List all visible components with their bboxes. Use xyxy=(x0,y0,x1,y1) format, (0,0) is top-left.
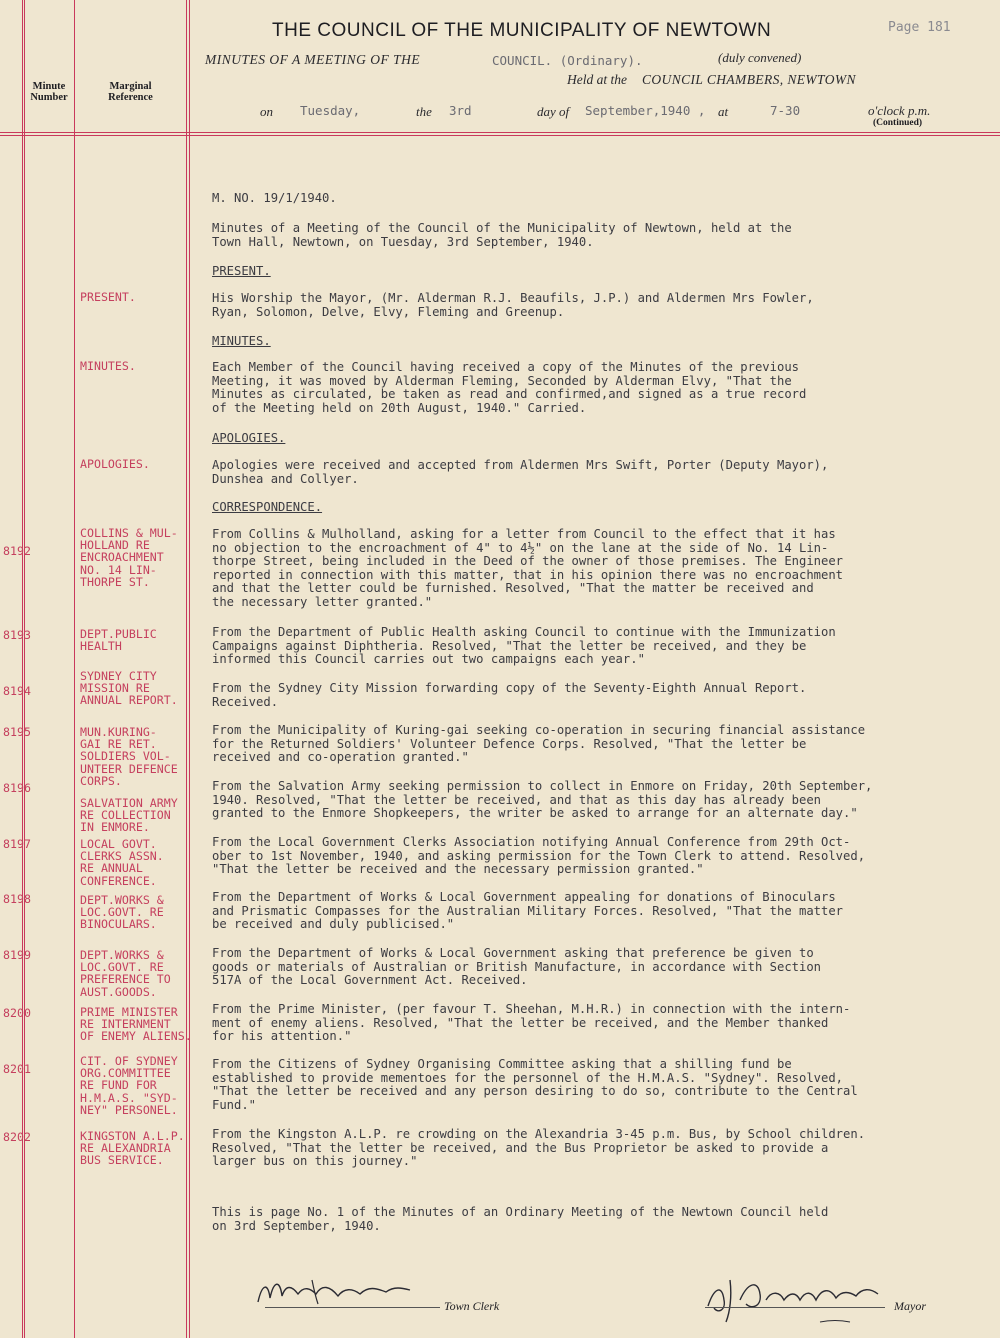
marginal-reference-column-header xyxy=(75,81,186,103)
minute-number-8197: 8197 xyxy=(3,837,31,851)
margin-ref-8202: KINGSTON A.L.P. RE ALEXANDRIA BUS SERVICE. xyxy=(80,1129,185,1168)
day-of-label: day of xyxy=(537,104,570,119)
minute-number-8199: 8199 xyxy=(3,948,31,962)
margin-ref-8193: DEPT.PUBLIC HEALTH xyxy=(80,627,157,654)
meeting-time: 7-30 xyxy=(770,103,801,118)
entry-8202-text: From the Kingston A.L.P. re crowding on the Alexandria 3-45 p.m. Bus, by School children. Resolved, "That the letter be received, and the Bus Proprietor be asked to provide a larger bus on this journey." xyxy=(212,1127,866,1169)
town-clerk-label: Town Clerk xyxy=(444,1299,500,1313)
mayor-signature-line xyxy=(705,1307,885,1308)
minute-number-8194: 8194 xyxy=(3,684,31,698)
margin-ref-8201: CIT. OF SYDNEY ORG.COMMITTEE RE FUND FOR H.M.A.S. "SYD- NEY" PERSONEL. xyxy=(80,1054,178,1117)
column-rule-minute xyxy=(74,0,75,1338)
margin-ref-8194: SYDNEY CITY MISSION RE ANNUAL REPORT. xyxy=(80,669,178,708)
meeting-type: COUNCIL. (Ordinary). xyxy=(492,53,643,68)
entry-8193-text: From the Department of Public Health asking Council to continue with the Immunization Campaigns against Diphtheria. Resolved, "That the letter be received, and they be informed this Council carries out two campaigns each year." xyxy=(212,625,836,667)
margin-ref-8192: COLLINS & MUL- HOLLAND RE ENCROACHMENT NO. 14 LIN- THORPE ST. xyxy=(80,526,178,589)
entry-minutes-text: Each Member of the Council having received a copy of the Minutes of the previous Meeting, it was moved by Alderman Fleming, Seconded by Alderman Elvy, "That the Minutes as circulated, be taken as read and confirmed,and signed as a true record of the Meeting held on 20th August, 1940." Carried. xyxy=(212,360,807,415)
margin-ref-8200: PRIME MINISTER RE INTERNMENT OF ENEMY ALIENS. xyxy=(80,1005,192,1044)
minute-number-8196: 8196 xyxy=(3,781,31,795)
town-clerk-signature xyxy=(252,1272,442,1312)
entry-apologies-text: Apologies were received and accepted from Aldermen Mrs Swift, Porter (Deputy Mayor), Dunshea and Collyer. xyxy=(212,458,829,486)
entry-8197-text: From the Local Government Clerks Association notifying Annual Conference from 29th Oct- ober to 1st November, 1940, and asking permission for the Town Clerk to attend. Resolved, "That the letter be received and the necessary permission granted." xyxy=(212,835,866,877)
mayor-label: Mayor xyxy=(894,1299,926,1313)
minute-number-header-line-2: Number xyxy=(30,92,68,103)
page-number: Page 181 xyxy=(888,20,951,35)
header-rule-1 xyxy=(0,132,1000,133)
duly-convened: (duly convened) xyxy=(718,50,802,65)
margin-ref-8199: DEPT.WORKS & LOC.GOVT. RE PREFERENCE TO AUST.GOODS. xyxy=(80,948,171,999)
minute-number-8198: 8198 xyxy=(3,892,31,906)
margin-ref-apologies: APOLOGIES. xyxy=(80,457,150,471)
minute-number-8201: 8201 xyxy=(3,1062,31,1076)
minute-number-8200: 8200 xyxy=(3,1006,31,1020)
margin-ref-8197: LOCAL GOVT. CLERKS ASSN. RE ANNUAL CONFERENCE. xyxy=(80,837,164,888)
minute-reference-number: M. NO. 19/1/1940. xyxy=(212,191,337,205)
minute-number-8202: 8202 xyxy=(3,1130,31,1144)
meeting-day: Tuesday, xyxy=(300,103,361,118)
heading-minutes: MINUTES. xyxy=(212,334,271,348)
entry-8200-text: From the Prime Minister, (per favour T. Sheehan, M.H.R.) in connection with the intern- ment of enemy aliens. Resolved, "That the letter be received, and the Member thanked for his attention." xyxy=(212,1002,851,1044)
town-clerk-signature-line xyxy=(265,1307,440,1308)
column-rule-margin-1 xyxy=(186,0,187,1338)
header-rule-2 xyxy=(0,135,1000,136)
footer-note: This is page No. 1 of the Minutes of an Ordinary Meeting of the Newtown Council held on 3rd September, 1940. xyxy=(212,1205,829,1233)
minute-number-8193: 8193 xyxy=(3,628,31,642)
meeting-month-year: September,1940 , xyxy=(585,103,706,118)
margin-ref-8198: DEPT.WORKS & LOC.GOVT. RE BINOCULARS. xyxy=(80,893,164,932)
minute-number-header-line-1: Minute xyxy=(32,81,66,92)
margin-ref-8196: SALVATION ARMY RE COLLECTION IN ENMORE. xyxy=(80,796,178,835)
entry-8199-text: From the Department of Works & Local Government asking that preference be given to goods or materials of Australian or British Manufacture, in accordance with Section 517A of the Local Government Act. Received. xyxy=(212,946,822,988)
entry-8198-text: From the Department of Works & Local Government appealing for donations of Binoculars and Prismatic Compasses for the Australian Military Forces. Resolved, "That the matter be received and duly publicised." xyxy=(212,890,844,932)
mayor-signature xyxy=(700,1270,890,1328)
the-label: the xyxy=(416,104,432,119)
column-rule-margin-2 xyxy=(189,0,190,1338)
entry-8195-text: From the Municipality of Kuring-gai seeking co-operation in securing financial assistance for the Returned Soldiers' Volunteer Defence Corps. Resolved, "That the letter be received and co-operation granted." xyxy=(212,723,866,765)
held-at-place: COUNCIL CHAMBERS, NEWTOWN xyxy=(642,72,856,87)
minute-number-8192: 8192 xyxy=(3,544,31,558)
marginal-reference-header-line-2: Reference xyxy=(108,92,153,103)
oclock-label: o'clock p.m. xyxy=(868,103,931,118)
margin-ref-8195: MUN.KURING- GAI RE RET. SOLDIERS VOL- UNTEER DEFENCE CORPS. xyxy=(80,725,178,788)
entry-8196-text: From the Salvation Army seeking permission to collect in Enmore on Friday, 20th September, 1940. Resolved, "That the letter be received, and that as this day has already been granted to the Enmore Shopkeepers, the writer be asked to arrange for an alternate day." xyxy=(212,779,873,821)
minutes-of-label: MINUTES OF A MEETING OF THE xyxy=(205,52,421,67)
heading-apologies: APOLOGIES. xyxy=(212,431,286,445)
entry-present-text: His Worship the Mayor, (Mr. Alderman R.J. Beaufils, J.P.) and Aldermen Mrs Fowler, Ryan, Solomon, Delve, Elvy, Fleming and Greenup. xyxy=(212,291,814,319)
entry-8194-text: From the Sydney City Mission forwarding copy of the Seventy-Eighth Annual Report. Received. xyxy=(212,681,807,709)
intro-paragraph: Minutes of a Meeting of the Council of the Municipality of Newtown, held at the Town Hall, Newtown, on Tuesday, 3rd September, 1940. xyxy=(212,221,792,249)
marginal-reference-header-line-1: Marginal xyxy=(109,81,152,92)
minute-number-8195: 8195 xyxy=(3,725,31,739)
document-title: THE COUNCIL OF THE MUNICIPALITY OF NEWTOWN xyxy=(272,20,772,41)
minute-number-column-header xyxy=(24,81,74,103)
on-label: on xyxy=(260,104,273,119)
at-label: at xyxy=(718,104,729,119)
heading-present: PRESENT. xyxy=(212,264,271,278)
continued-label: (Continued) xyxy=(873,118,923,128)
heading-correspondence: CORRESPONDENCE. xyxy=(212,500,323,514)
margin-ref-minutes: MINUTES. xyxy=(80,359,136,373)
margin-ref-present: PRESENT. xyxy=(80,290,136,304)
entry-8201-text: From the Citizens of Sydney Organising Committee asking that a shilling fund be established to provide mementoes for the personnel of the H.M.A.S. "Sydney". Resolved, "That the letter be received and any person desiring to do so, contribute to the Central Fund." xyxy=(212,1057,858,1112)
held-at-label: Held at the xyxy=(567,72,627,87)
entry-8192-text: From Collins & Mulholland, asking for a letter from Council to the effect that it has no objection to the encroachment of 4" to 4½" on the lane at the side of No. 14 Lin- thorpe Street, being included in the Deed of the owner of those premises. The Engineer reported in connection with this matter, that in his opinion there was no encroachment and that the letter could be furnished. Resolved, "That the matter be received and the necessary letter granted." xyxy=(212,527,844,609)
meeting-date-day: 3rd xyxy=(449,103,472,118)
